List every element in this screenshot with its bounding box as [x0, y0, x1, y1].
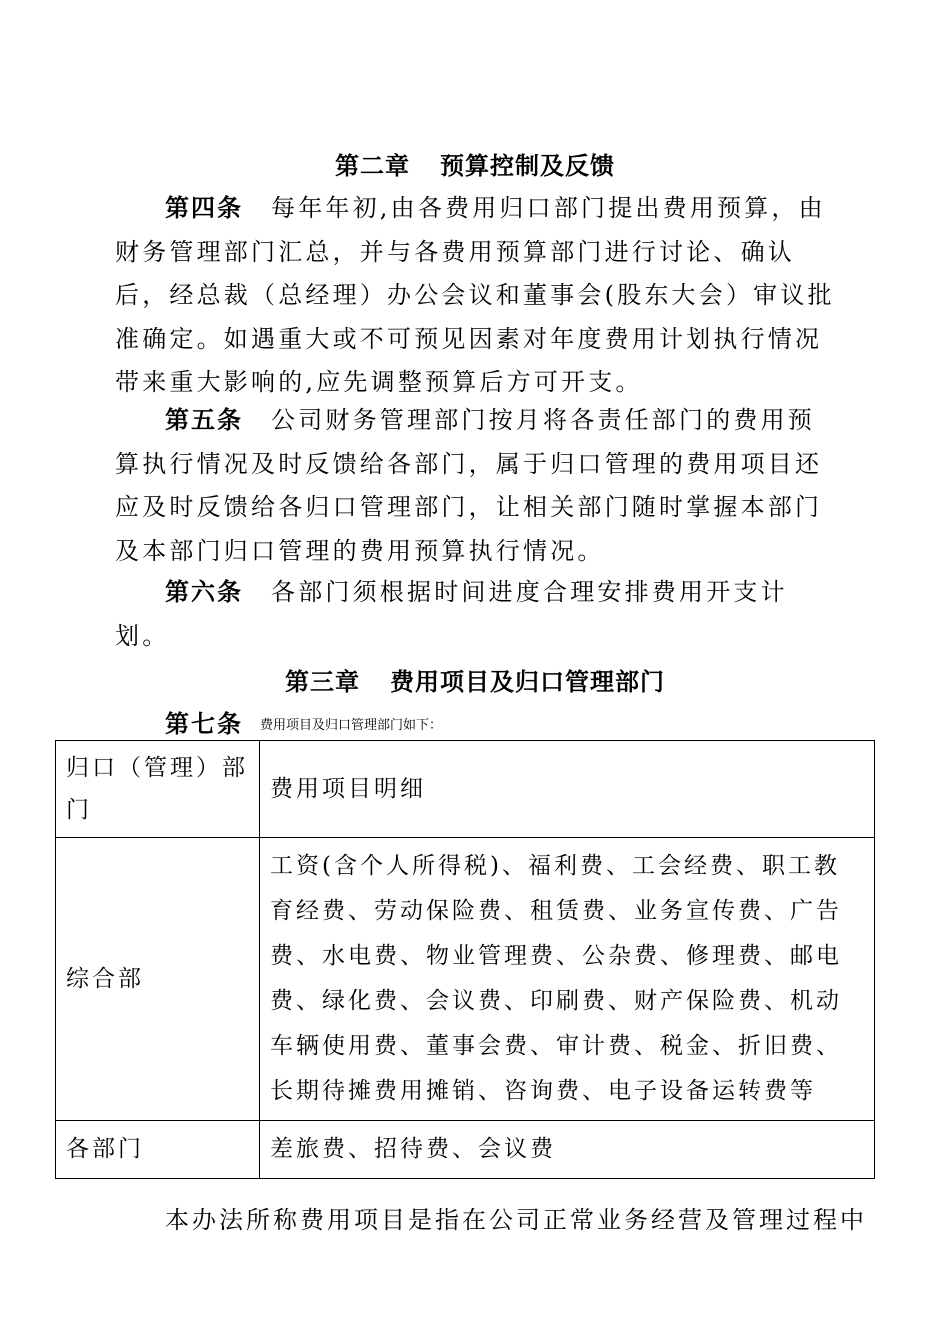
table-header-row — [56, 741, 875, 838]
expense-table — [55, 740, 875, 1179]
article-6-label: 第六条 — [165, 577, 243, 606]
header-items-cell: 费用项目明细 — [260, 741, 875, 838]
chapter-3-number: 第三章 — [285, 667, 360, 696]
article-5-text: 公司财务管理部门按月将各责任部门的费用预算执行情况及时反馈给各部门，属于归口管理的费用项目还应及时反馈给各归口管理部门，让相关部门随时掌握本部门及本部门归口管理的费用预算执行情况。 — [115, 406, 823, 565]
article-4-text: 每年年初,由各费用归口部门提出费用预算，由财务管理部门汇总，并与各费用预算部门进行讨论、确认后，经总裁（总经理）办公会议和董事会(股东大会）审议批准确定。如遇重大或不可预见因素对年度费用计划执行情况带来重大影响的,应先调整预算后方可开支。 — [115, 194, 835, 396]
article-7-text: 费用项目及归口管理部门如下： — [260, 718, 443, 733]
closing-paragraph: 本办法所称费用项目是指在公司正常业务经营及管理过程中 — [165, 1206, 867, 1234]
article-4-label: 第四条 — [165, 193, 243, 222]
items-cell: 差旅费、招待费、会议费 — [260, 1121, 875, 1179]
table-row — [56, 1121, 875, 1179]
chapter-2-number: 第二章 — [335, 151, 410, 180]
article-6 — [115, 570, 840, 658]
article-5 — [115, 398, 840, 573]
article-6-text: 各部门须根据时间进度合理安排费用开支计划。 — [115, 578, 788, 650]
article-5-label: 第五条 — [165, 405, 243, 434]
chapter-2-heading — [0, 146, 950, 181]
chapter-2-title: 预算控制及反馈 — [440, 151, 615, 180]
dept-cell: 综合部 — [56, 838, 260, 1121]
chapter-3-heading — [0, 662, 950, 697]
article-4 — [115, 186, 840, 405]
table-row — [56, 838, 875, 1121]
article-7-label: 第七条 — [165, 709, 243, 738]
dept-cell: 各部门 — [56, 1121, 260, 1179]
header-dept-cell: 归口（管理）部门 — [56, 741, 260, 838]
chapter-3-title: 费用项目及归口管理部门 — [390, 667, 665, 696]
items-cell: 工资(含个人所得税)、福利费、工会经费、职工教育经费、劳动保险费、租赁费、业务宣传费、广告费、水电费、物业管理费、公杂费、修理费、邮电费、绿化费、会议费、印刷费、财产保险费、机动车辆使用费、董事会费、审计费、税金、折旧费、长期待摊费用摊销、咨询费、电子设备运转费等 — [260, 838, 875, 1121]
